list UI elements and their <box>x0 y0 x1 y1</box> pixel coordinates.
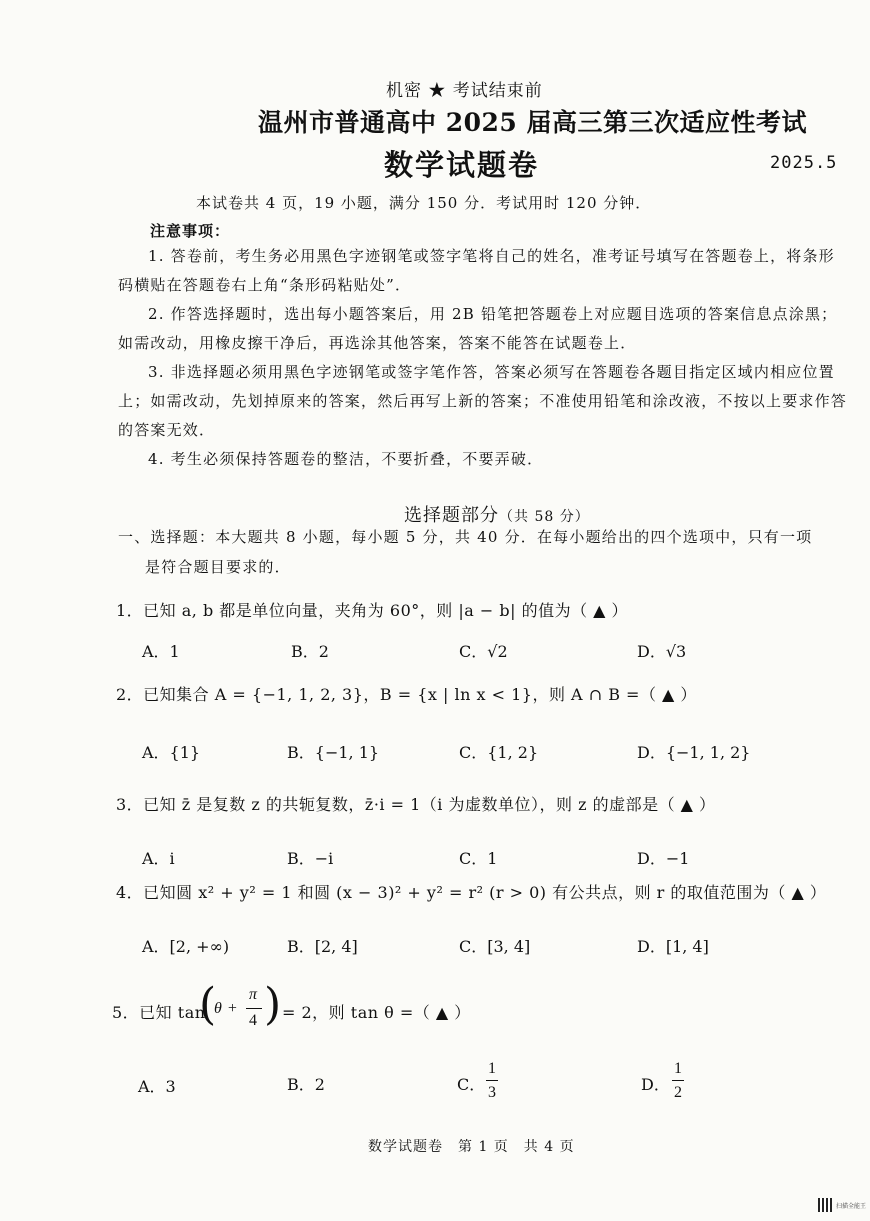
part-instructions <box>118 522 852 582</box>
option-d-numerator: 1 <box>674 1060 682 1077</box>
question-3-option-c: C．1 <box>459 849 498 868</box>
part-line-2: 是符合题目要求的． <box>145 558 291 576</box>
question-3-option-b: B．−i <box>287 849 334 868</box>
question-4-stem: 4．已知圆 x² + y² = 1 和圆 (x − 3)² + y² = r² (r > 0) 有公共点，则 r 的取值范围为（ ▲ ） <box>116 883 827 902</box>
question-5-theta: θ + <box>214 1000 239 1017</box>
notes-title: 注意事项： <box>150 222 231 240</box>
question-1-option-d: D．√3 <box>637 642 687 661</box>
question-2-option-d: D．{−1, 1, 2} <box>637 743 751 762</box>
close-paren: ) <box>264 979 282 1030</box>
exam-date: 2025.5 <box>770 153 838 173</box>
note-item: 4. 考生必须保持答题卷的整洁，不要折叠，不要弄破． <box>148 450 544 468</box>
question-1-option-b: B．2 <box>291 642 329 661</box>
question-1-stem: 1．已知 a, b 都是单位向量，夹角为 60°，则 |a − b| 的值为（ ▲ ） <box>116 601 629 620</box>
page-footer: 数学试题卷 第 1 页 共 4 页 <box>368 1139 575 1155</box>
question-5-stem-prefix: 5．已知 tan <box>112 1003 206 1022</box>
note-item: 3. 非选择题必须用黑色字迹钢笔或签字笔作答，答案必须写在答题卷各题目指定区域内相应位置上；如需改动，先划掉原来的答案，然后再写上新的答案；不准使用铅笔和涂改液，不按以上要求作答的答案无效． <box>118 363 848 439</box>
paper-subtitle: 数学试题卷 <box>384 148 540 182</box>
question-1-option-c: C．√2 <box>459 642 508 661</box>
confidential-label: 机密 ★ 考试结束前 <box>386 81 543 101</box>
question-2-option-c: C．{1, 2} <box>459 743 539 762</box>
question-3-option-a: A．i <box>142 849 175 868</box>
fraction-bar <box>246 1008 262 1009</box>
paper-intro: 本试卷共 4 页，19 小题，满分 150 分．考试用时 120 分钟． <box>196 194 652 212</box>
question-3-option-d: D．−1 <box>637 849 690 868</box>
fraction-bar <box>486 1080 498 1081</box>
question-1-option-a: A．1 <box>142 642 180 661</box>
question-5-stem-suffix: = 2，则 tan θ =（ ▲ ） <box>282 1003 471 1022</box>
question-3-stem: 3．已知 z̄ 是复数 z 的共轭复数，z̄·i = 1（i 为虚数单位），则 z 的虚部是（ ▲ ） <box>116 795 716 814</box>
question-5-frac-den: 4 <box>249 1012 257 1029</box>
question-5-option-a: A．3 <box>138 1077 176 1096</box>
question-4-option-d: D．[1, 4] <box>637 937 709 956</box>
scanner-watermark: 扫描全能王 <box>836 1203 867 1210</box>
option-c-denominator: 3 <box>488 1084 496 1101</box>
fraction-bar <box>672 1080 684 1081</box>
question-5-option-c-label: C． <box>457 1075 486 1094</box>
note-item: 2. 作答选择题时，选出每小题答案后，用 2B 铅笔把答题卷上对应题目选项的答案信息点涂黑；如需改动，用橡皮擦干净后，再选涂其他答案，答案不能答在试题卷上． <box>118 305 838 352</box>
exam-title: 温州市普通高中 2025 届高三第三次适应性考试 <box>258 108 807 137</box>
part-line-1: 一、选择题：本大题共 8 小题，每小题 5 分，共 40 分．在每小题给出的四个选项中，只有一项 <box>118 528 813 546</box>
question-4-option-a: A．[2, +∞) <box>142 937 230 956</box>
option-d-denominator: 2 <box>674 1084 682 1101</box>
section-score: （共 58 分） <box>499 509 590 525</box>
question-4-option-b: B．[2, 4] <box>287 937 358 956</box>
question-2-option-a: A．{1} <box>142 743 201 762</box>
section-title-text: 选择题部分 <box>404 505 499 526</box>
open-paren: ( <box>199 979 217 1030</box>
option-c-numerator: 1 <box>488 1060 496 1077</box>
question-4-option-c: C．[3, 4] <box>459 937 531 956</box>
question-5-option-b: B．2 <box>287 1075 325 1094</box>
note-item: 1. 答卷前，考生务必用黑色字迹钢笔或签字笔将自己的姓名，准考证号填写在答题卷上，将条形码横贴在答题卷右上角“条形码粘贴处”． <box>118 247 835 294</box>
qr-code-icon <box>818 1198 832 1212</box>
question-2-stem: 2．已知集合 A = {−1, 1, 2, 3}，B = {x | ln x < 1}，则 A ∩ B =（ ▲ ） <box>116 685 697 704</box>
question-5-option-d-label: D． <box>641 1075 670 1094</box>
question-2-option-b: B．{−1, 1} <box>287 743 380 762</box>
question-5-frac-num: π <box>249 986 258 1003</box>
